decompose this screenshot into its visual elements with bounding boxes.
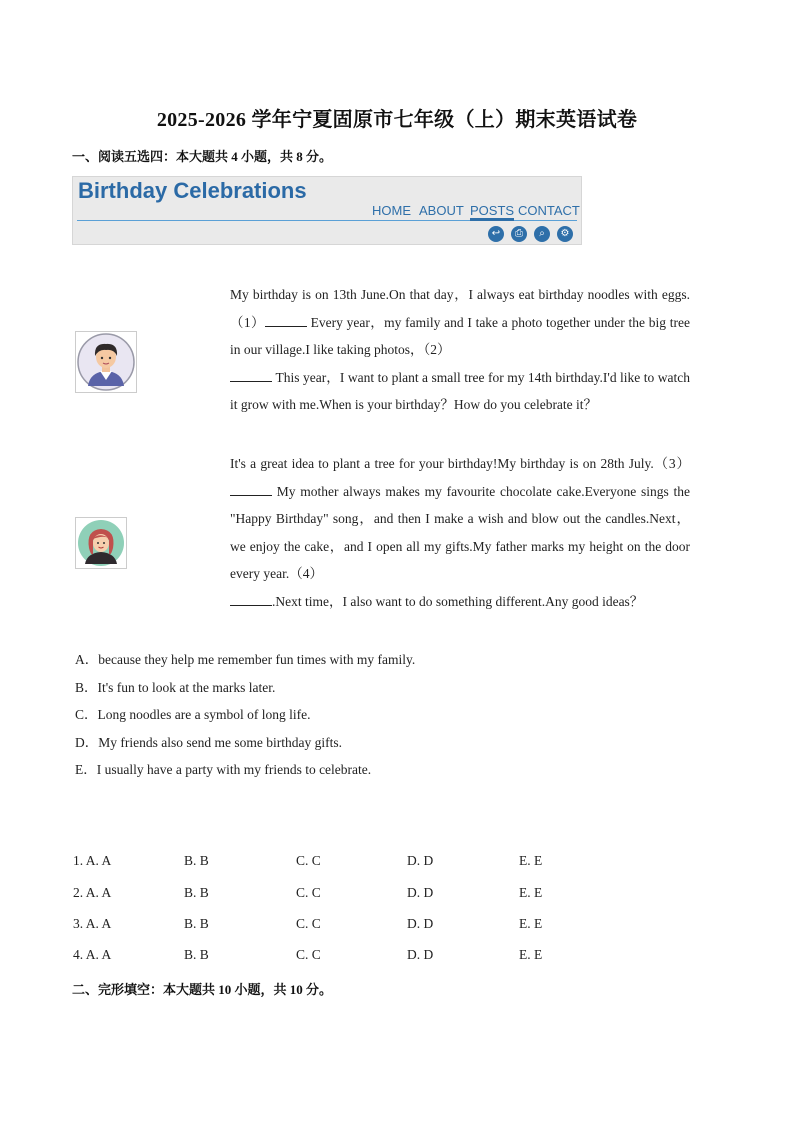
blank-2[interactable] xyxy=(230,369,272,382)
option-list xyxy=(75,646,435,784)
page-title: 2025-2026 学年宁夏固原市七年级（上）期末英语试卷 xyxy=(156,109,638,131)
passage-2-text-c: .Next time，I also want to do something different.Any good ideas？ xyxy=(272,593,644,609)
section-heading-2: 二、完形填空：本大题共 10 小题，共 10 分。 xyxy=(72,982,333,997)
passage-2-text-a: It's a great idea to plant a tree for your birthday!My birthday is on 28th July.（3） xyxy=(230,456,690,471)
passage-1-text-b: Every year，my family and I take a photo together under the big tree in our village.I like taking photos，（2） xyxy=(230,314,690,358)
choice-2-d[interactable]: D. D xyxy=(407,885,434,900)
section-heading-1: 一、阅读五选四：本大题共 4 小题，共 8 分。 xyxy=(72,149,333,164)
search-icon[interactable]: ⌕ xyxy=(534,226,550,242)
option-a: A．because they help me remember fun times with my family. xyxy=(75,652,416,667)
choice-1-b[interactable]: B. B xyxy=(184,853,209,868)
choice-4-e[interactable]: E. E xyxy=(519,947,543,962)
choice-4-c[interactable]: C. C xyxy=(296,947,321,962)
answer-row-2 xyxy=(73,885,673,905)
option-c: C．Long noodles are a symbol of long life. xyxy=(75,707,311,722)
girl-avatar xyxy=(75,517,127,569)
share-icon[interactable]: ⚙ xyxy=(557,226,573,242)
banner-title: Birthday Celebrations xyxy=(78,178,307,203)
choice-1-d[interactable]: D. D xyxy=(407,853,434,868)
option-b: B．It's fun to look at the marks later. xyxy=(75,679,276,695)
passage-2-text-b: My mother always makes my favourite chocolate cake.Everyone sings the "Happy Birthday" song，and then I make a wish and blow out the candles.Next，we enjoy the cake，and I open all my gifts.My father marks my height on the door every year.（4） xyxy=(230,483,690,582)
choice-2-c[interactable]: C. C xyxy=(296,885,321,900)
choice-4-b[interactable]: B. B xyxy=(184,947,209,962)
passage-1 xyxy=(230,281,690,419)
passage-1-text-c: This year，I want to plant a small tree for my 14th birthday.I'd like to watch it grow with me.When is your birthday？How do you celebrate it？ xyxy=(230,369,690,413)
answer-row-1 xyxy=(73,853,673,873)
blog-banner xyxy=(72,176,582,245)
blank-3[interactable] xyxy=(230,483,272,496)
choice-2-e[interactable]: E. E xyxy=(519,885,543,900)
answer-row-4 xyxy=(73,947,673,967)
choice-3-d[interactable]: D. D xyxy=(407,916,434,931)
nav-contact[interactable]: CONTACT xyxy=(518,203,580,218)
passage-2 xyxy=(230,450,690,616)
blank-1[interactable] xyxy=(265,314,307,327)
nav-home[interactable]: HOME xyxy=(372,203,411,218)
boy-avatar xyxy=(75,331,137,393)
print-icon[interactable]: ⎙ xyxy=(511,226,527,242)
nav-about[interactable]: ABOUT xyxy=(419,203,464,218)
nav-posts[interactable]: POSTS xyxy=(470,203,514,221)
option-d: D．My friends also send me some birthday gifts. xyxy=(75,734,342,750)
choice-4-a[interactable]: 4. A. A xyxy=(73,947,112,962)
choice-1-e[interactable]: E. E xyxy=(519,853,543,868)
choice-2-b[interactable]: B. B xyxy=(184,885,209,900)
answer-row-3 xyxy=(73,916,673,936)
back-icon[interactable]: ↩ xyxy=(488,226,504,242)
choice-1-a[interactable]: 1. A. A xyxy=(73,853,112,868)
choice-3-b[interactable]: B. B xyxy=(184,916,209,931)
option-e: E．I usually have a party with my friends to celebrate. xyxy=(75,762,372,777)
choice-3-e[interactable]: E. E xyxy=(519,916,543,931)
choice-4-d[interactable]: D. D xyxy=(407,947,434,962)
choice-3-a[interactable]: 3. A. A xyxy=(73,916,112,931)
choice-3-c[interactable]: C. C xyxy=(296,916,321,931)
choice-2-a[interactable]: 2. A. A xyxy=(73,885,112,900)
choice-1-c[interactable]: C. C xyxy=(296,853,321,868)
blank-4[interactable] xyxy=(230,593,272,606)
passage-1-text-a: My birthday is on 13th June.On that day，I always eat birthday noodles with eggs.（1） xyxy=(230,287,690,330)
